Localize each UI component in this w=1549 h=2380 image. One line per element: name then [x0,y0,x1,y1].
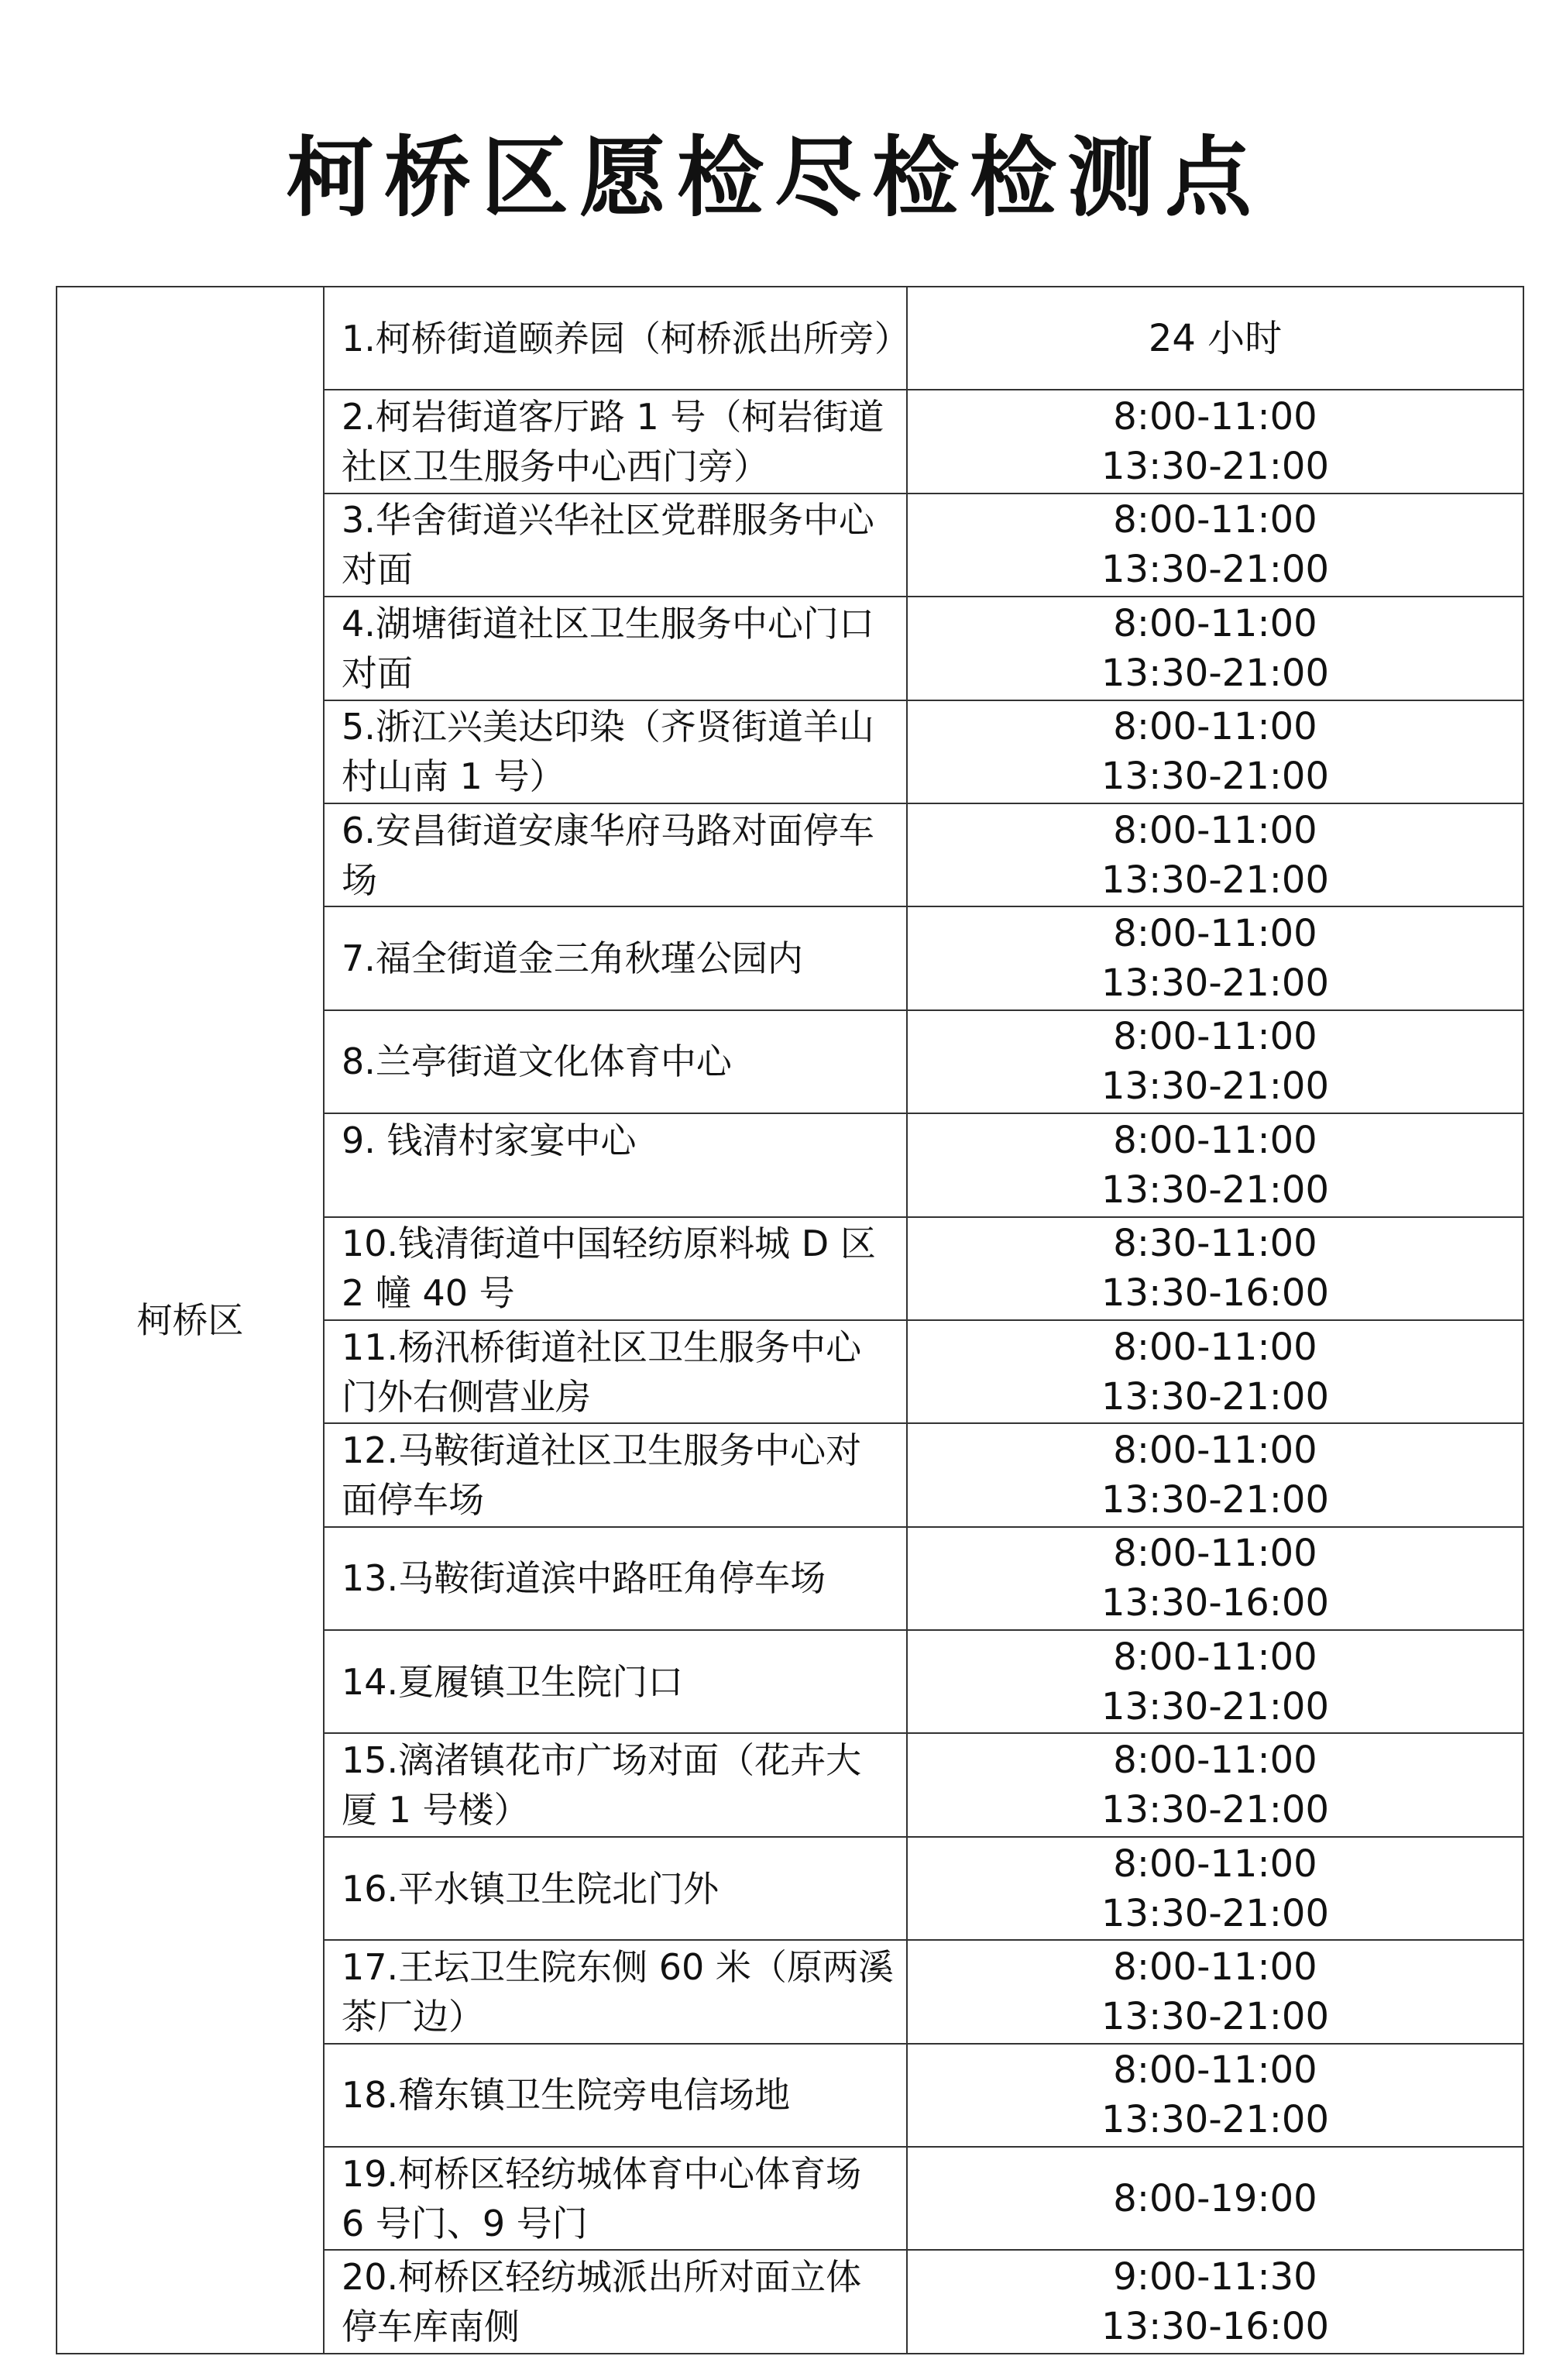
hours-cell [907,1527,1523,1630]
district-cell: 柯桥区 [57,287,324,2354]
hours-line: 8:00-19:00 [1113,2176,1317,2220]
hours-line: 13:30-16:00 [1101,2305,1329,2349]
hours-line: 13:30-21:00 [1101,1891,1329,1935]
site-name-cell: 17.王坛卫生院东侧 60 米（原两溪茶厂边） [324,1940,907,2043]
hours-cell [907,1113,1523,1216]
page-title: 柯桥区愿检尽检检测点 [287,128,1262,229]
hours-line: 9:00-11:30 [1113,2255,1317,2299]
hours-line: 13:30-21:00 [1101,1994,1329,2038]
site-name-cell: 20.柯桥区轻纺城派出所对面立体停车库南侧 [324,2250,907,2354]
hours-line: 13:30-21:00 [1101,1684,1329,1728]
hours-line: 13:30-21:00 [1101,961,1329,1006]
site-name-cell: 11.杨汛桥街道社区卫生服务中心门外右侧营业房 [324,1320,907,1423]
hours-cell [907,1733,1523,1836]
hours-line: 8:00-11:00 [1113,1739,1317,1783]
hours-line: 8:00-11:00 [1113,1118,1317,1162]
site-name-cell: 9. 钱清村家宴中心 [324,1113,907,1216]
hours-line: 8:00-11:00 [1113,1015,1317,1059]
hours-line: 13:30-21:00 [1101,755,1329,799]
hours-cell [907,2250,1523,2354]
site-name-cell: 14.夏履镇卫生院门口 [324,1630,907,1733]
hours-line: 8:00-11:00 [1113,1532,1317,1576]
hours-line: 13:30-21:00 [1101,2098,1329,2142]
hours-cell [907,597,1523,700]
hours-line: 13:30-21:00 [1101,1374,1329,1419]
hours-line: 13:30-21:00 [1101,548,1329,592]
hours-cell [907,1837,1523,1940]
hours-line: 13:30-21:00 [1101,651,1329,695]
hours-line: 8:00-11:00 [1113,808,1317,852]
hours-line: 8:00-11:00 [1113,912,1317,956]
hours-cell [907,1010,1523,1113]
site-name-cell: 6.安昌街道安康华府马路对面停车场 [324,803,907,906]
hours-line: 8:00-11:00 [1113,601,1317,645]
site-name-cell: 3.华舍街道兴华社区党群服务中心对面 [324,494,907,597]
hours-line: 8:00-11:00 [1113,705,1317,749]
hours-cell [907,494,1523,597]
site-name-cell: 7.福全街道金三角秋瑾公园内 [324,906,907,1009]
hours-cell [907,1423,1523,1526]
hours-cell [907,390,1523,493]
hours-line: 8:00-11:00 [1113,2048,1317,2093]
hours-cell [907,1940,1523,2043]
site-name-cell: 10.钱清街道中国轻纺原料城 D 区 2 幢 40 号 [324,1217,907,1320]
table-body [57,287,1523,2354]
site-name-cell: 8.兰亭街道文化体育中心 [324,1010,907,1113]
site-name-cell: 13.马鞍街道滨中路旺角停车场 [324,1527,907,1630]
site-name-cell: 16.平水镇卫生院北门外 [324,1837,907,1940]
hours-cell [907,1320,1523,1423]
hours-cell [907,803,1523,906]
hours-line: 8:00-11:00 [1113,1325,1317,1369]
hours-line: 13:30-21:00 [1101,1168,1329,1212]
hours-cell [907,1217,1523,1320]
hours-line: 13:30-21:00 [1101,858,1329,902]
hours-line: 8:00-11:00 [1113,1945,1317,1989]
hours-cell [907,906,1523,1009]
hours-line: 8:00-11:00 [1113,498,1317,542]
site-name-cell: 15.漓渚镇花市广场对面（花卉大厦 1 号楼） [324,1733,907,1836]
hours-line: 13:30-21:00 [1101,1477,1329,1522]
hours-line: 8:00-11:00 [1113,395,1317,439]
site-name-cell: 2.柯岩街道客厅路 1 号（柯岩街道社区卫生服务中心西门旁） [324,390,907,493]
hours-line: 13:30-16:00 [1101,1271,1329,1316]
hours-cell [907,1630,1523,1733]
site-name-cell: 1.柯桥街道颐养园（柯桥派出所旁） [324,287,907,390]
hours-cell [907,700,1523,803]
testing-sites-table [56,286,1524,2354]
hours-line: 8:00-11:00 [1113,1842,1317,1886]
site-name-cell: 18.稽东镇卫生院旁电信场地 [324,2044,907,2147]
hours-line: 8:00-11:00 [1113,1428,1317,1472]
site-name-cell: 4.湖塘街道社区卫生服务中心门口对面 [324,597,907,700]
hours-line: 13:30-21:00 [1101,445,1329,489]
hours-line: 13:30-21:00 [1101,1064,1329,1109]
hours-cell [907,287,1523,390]
hours-line: 13:30-21:00 [1101,1788,1329,1832]
table-row [57,287,1523,390]
site-name-cell: 5.浙江兴美达印染（齐贤街道羊山村山南 1 号） [324,700,907,803]
hours-cell [907,2147,1523,2250]
site-name-cell: 12.马鞍街道社区卫生服务中心对面停车场 [324,1423,907,1526]
hours-line: 8:30-11:00 [1113,1222,1317,1266]
hours-line: 13:30-16:00 [1101,1581,1329,1625]
site-name-cell: 19.柯桥区轻纺城体育中心体育场 6 号门、9 号门 [324,2147,907,2250]
hours-cell [907,2044,1523,2147]
hours-line: 24 小时 [1148,316,1283,360]
hours-line: 8:00-11:00 [1113,1635,1317,1679]
